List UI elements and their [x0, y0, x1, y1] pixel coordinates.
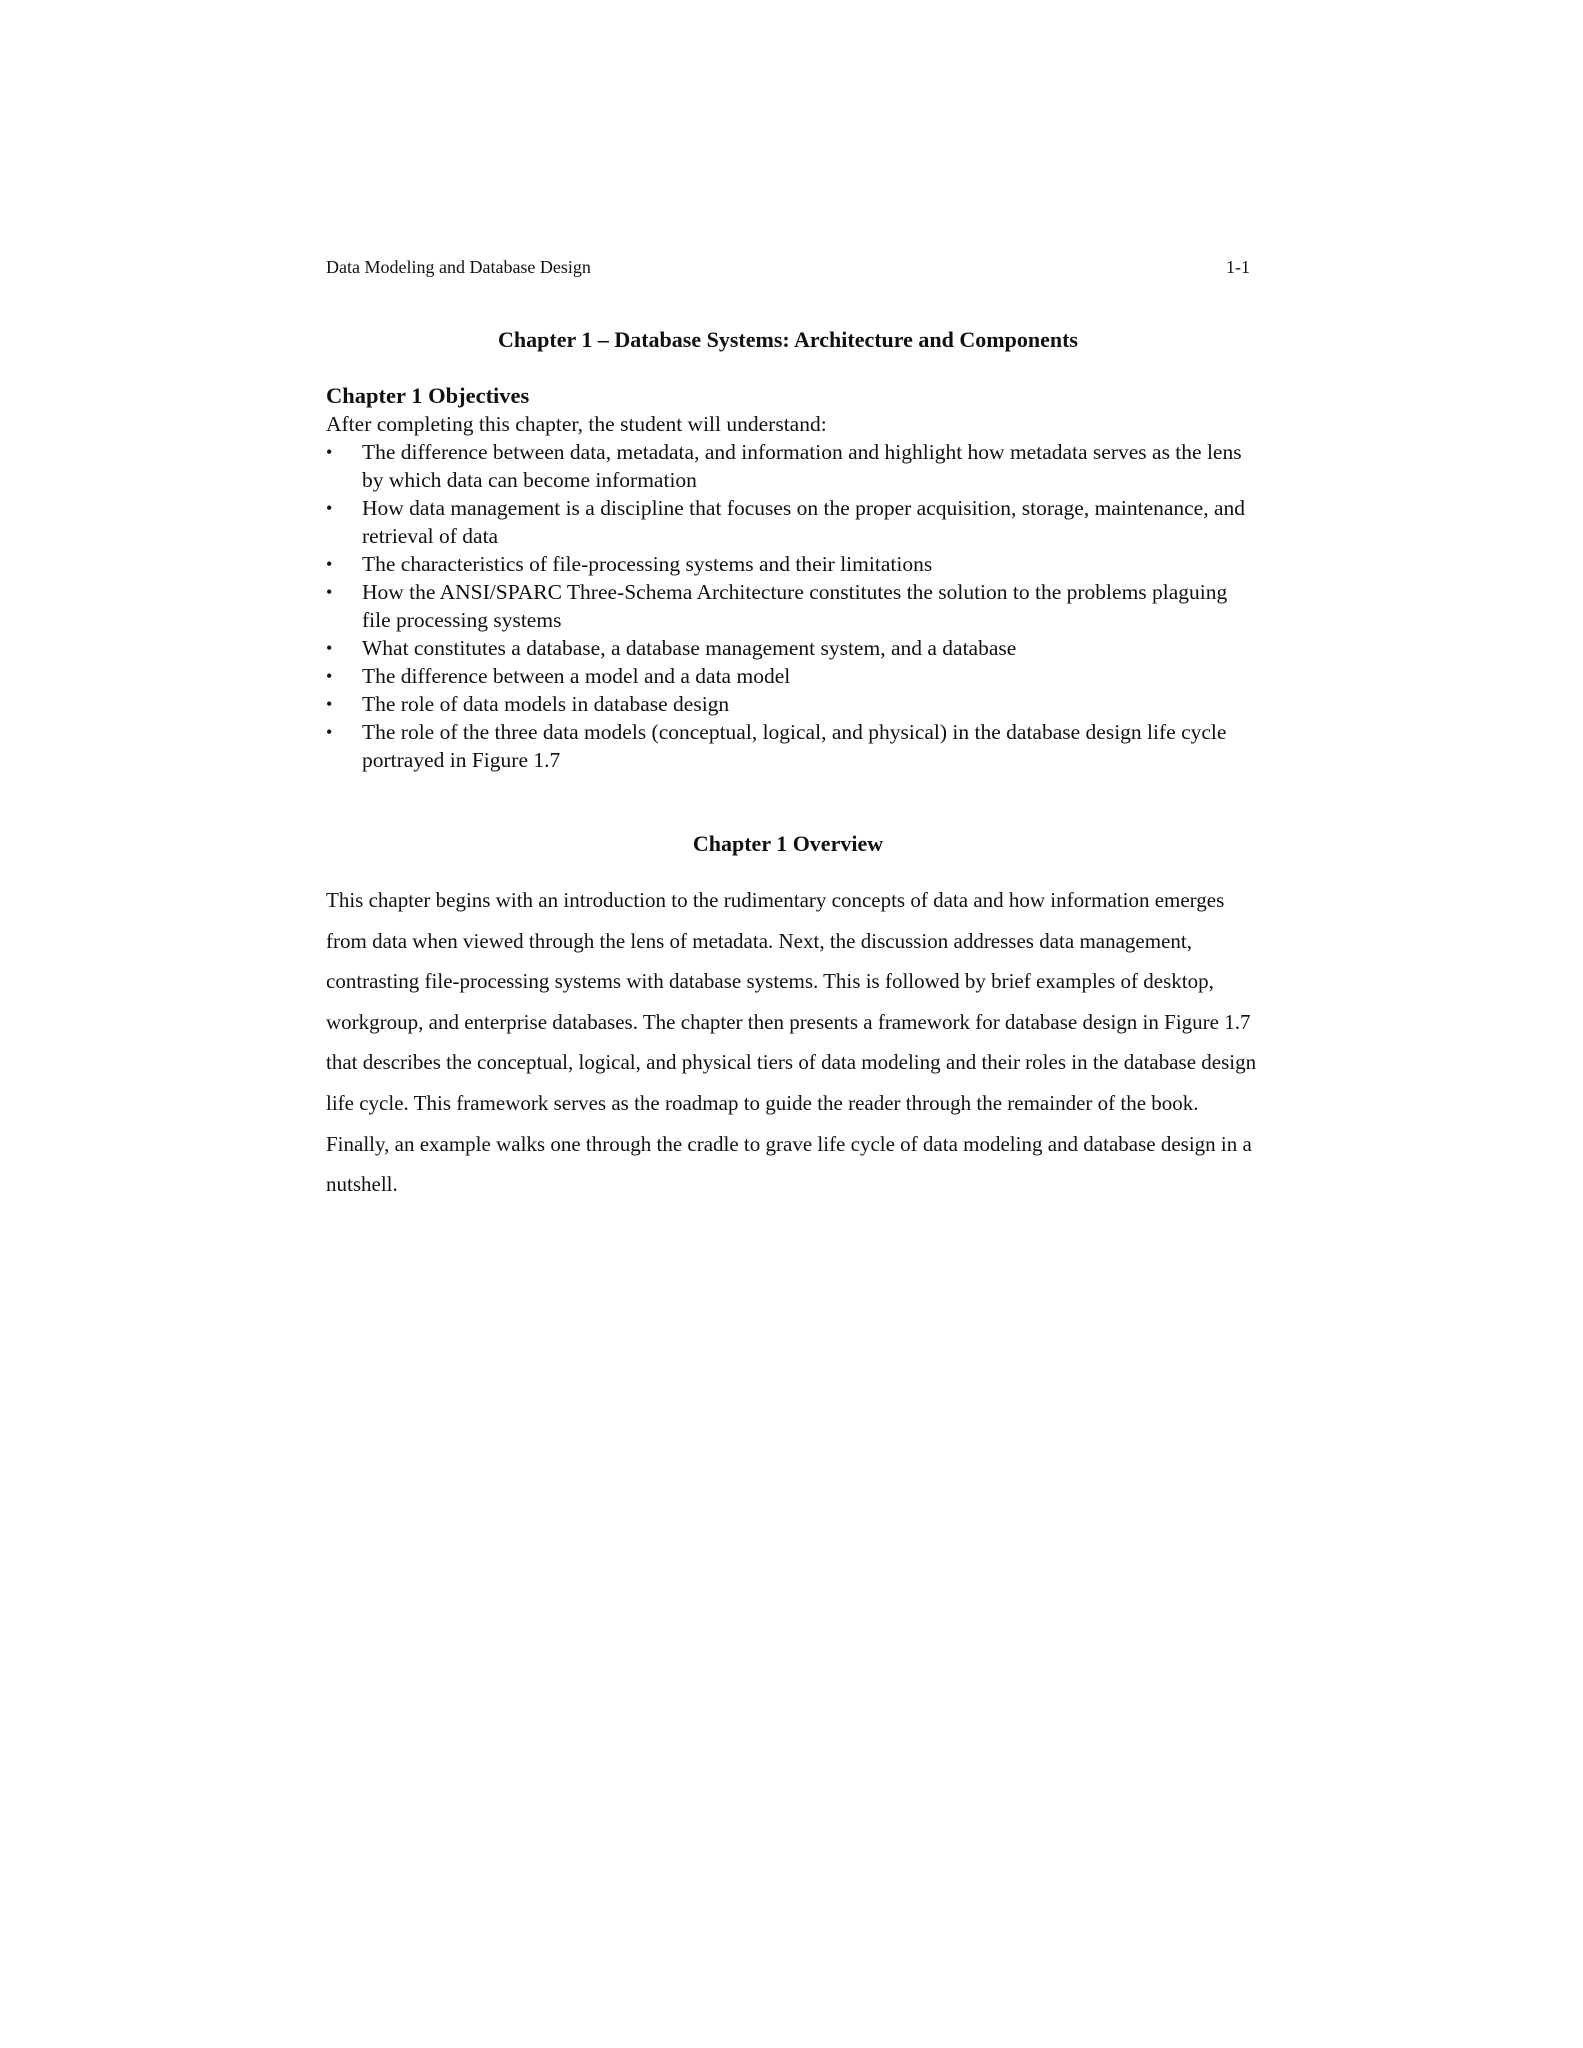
chapter-title: Chapter 1 – Database Systems: Architecture and Components	[498, 327, 1078, 352]
objective-text: The role of data models in database design	[362, 692, 730, 716]
bullet-icon: •	[326, 638, 333, 658]
bullet-icon: •	[326, 582, 333, 602]
objective-item	[326, 718, 1250, 774]
overview-paragraph: This chapter begins with an introduction to the rudimentary concepts of data and how information emerges from data when viewed through the lens of metadata. Next, the discussion addresses data management, contrasting file-processing systems with database systems. This is followed by brief examples of desktop, workgroup, and enterprise databases. The chapter then presents a framework for database design in Figure 1.7 that describes the conceptual, logical, and physical tiers of data modeling and their roles in the database design life cycle. This framework serves as the roadmap to guide the reader through the remainder of the book. Finally, an example walks one through the cradle to grave life cycle of data modeling and database design in a nutshell.	[326, 888, 1257, 1197]
bullet-icon: •	[326, 694, 333, 714]
objectives-intro: After completing this chapter, the student will understand:	[326, 412, 827, 436]
objective-text: The role of the three data models (conceptual, logical, and physical) in the database design life cycle portrayed in Figure 1.7	[362, 720, 1227, 772]
objectives-heading: Chapter 1 Objectives	[326, 383, 530, 408]
objective-text: How data management is a discipline that focuses on the proper acquisition, storage, maintenance, and retrieval of data	[362, 496, 1246, 548]
objective-text: How the ANSI/SPARC Three-Schema Architecture constitutes the solution to the problems plaguing file processing systems	[362, 580, 1228, 632]
bullet-icon: •	[326, 442, 333, 462]
objective-item	[326, 494, 1250, 550]
objectives-section	[326, 382, 1250, 774]
objective-item	[326, 438, 1250, 494]
objective-item	[326, 634, 1250, 662]
bullet-icon: •	[326, 666, 333, 686]
objective-item	[326, 690, 1250, 718]
objectives-list	[326, 438, 1250, 774]
running-header	[326, 257, 1250, 283]
objective-item	[326, 578, 1250, 634]
bullet-icon: •	[326, 722, 333, 742]
objective-text: The difference between a model and a data model	[362, 664, 791, 688]
bullet-icon: •	[326, 554, 333, 574]
objective-text: The difference between data, metadata, and information and highlight how metadata serves as the lens by which data can become information	[362, 440, 1242, 492]
objective-item	[326, 550, 1250, 578]
objective-text: The characteristics of file-processing systems and their limitations	[362, 552, 933, 576]
header-page-number: 1-1	[1226, 257, 1250, 277]
objective-text: What constitutes a database, a database management system, and a database	[362, 636, 1017, 660]
bullet-icon: •	[326, 498, 333, 518]
header-book-title: Data Modeling and Database Design	[326, 257, 591, 277]
objective-item	[326, 662, 1250, 690]
overview-heading: Chapter 1 Overview	[692, 831, 884, 856]
